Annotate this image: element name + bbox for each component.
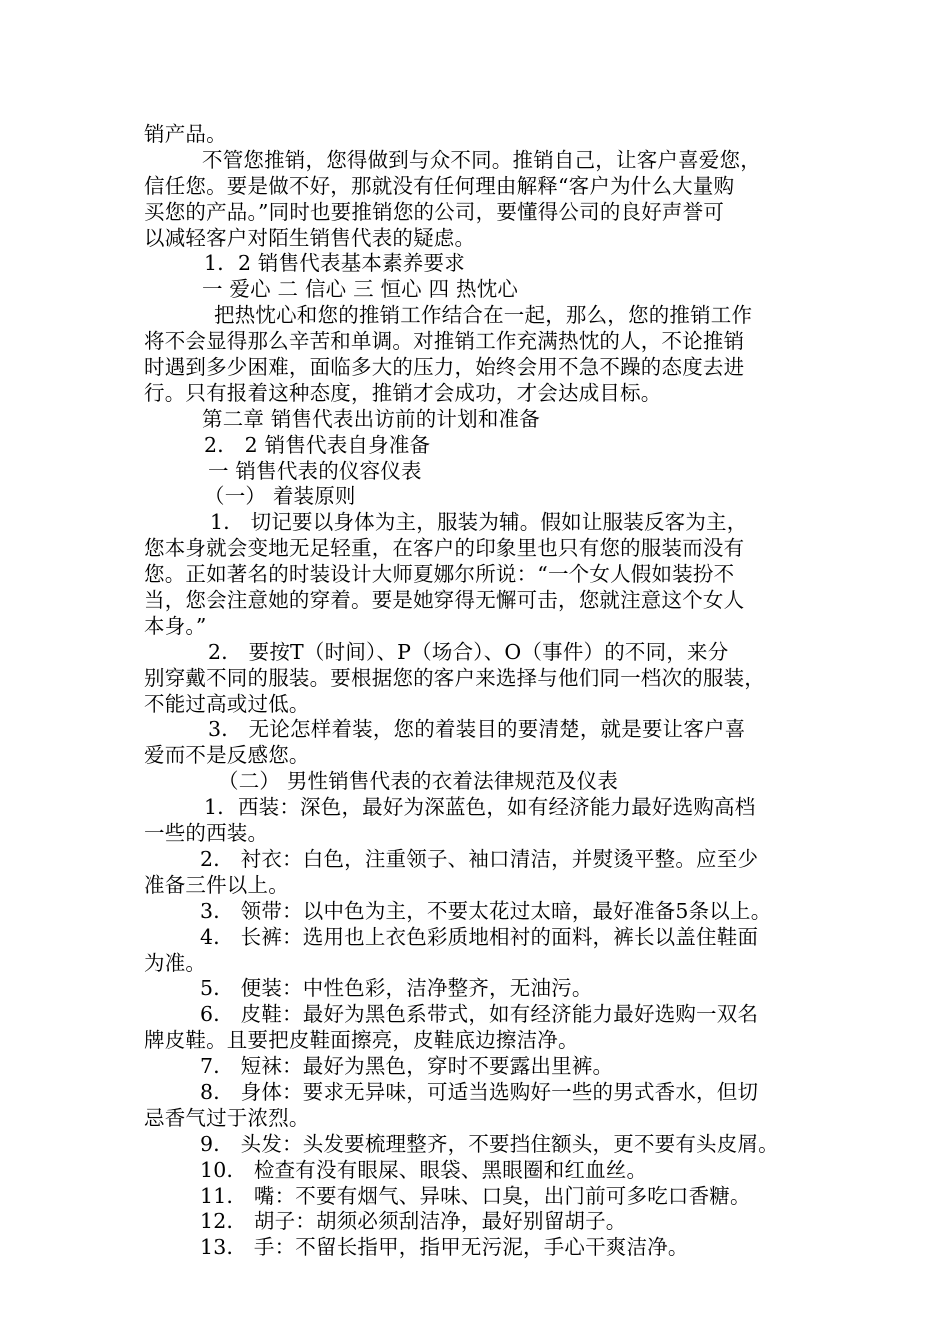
list-item: 1． 切记要以身体为主，服装为辅。假如让服装反客为主，	[210, 510, 748, 535]
text-line: 忌香气过于浓烈。	[144, 1105, 310, 1130]
text-line: 时遇到多少困难，面临多大的压力，始终会用不急不躁的态度去进	[144, 355, 745, 380]
list-item: 5． 便装：中性色彩，洁净整齐，无油污。	[200, 976, 593, 1001]
list-item: 13． 手：不留长指甲，指甲无污泥，手心干爽洁净。	[200, 1235, 689, 1260]
text-line: 信任您。要是做不好，那就没有任何理由解释“客户为什么大量购	[144, 173, 735, 198]
text-line: 本身。”	[144, 613, 207, 638]
list-item: 9． 头发：头发要梳理整齐，不要挡住额头，更不要有头皮屑。	[200, 1131, 779, 1156]
list-item: 12． 胡子：胡须必须刮洁净，最好别留胡子。	[200, 1209, 627, 1234]
text-line: 一些的西装。	[144, 821, 269, 846]
paragraph-start: 把热忱心和您的推销工作结合在一起，那么，您的推销工作	[214, 303, 753, 328]
text-line: 销产品。	[144, 122, 227, 146]
list-item: 8． 身体：要求无异味，可适当选购好一些的男式香水，但切	[200, 1079, 759, 1104]
section-heading: 一 销售代表的仪容仪表	[208, 458, 422, 483]
text-line: 为准。	[144, 950, 207, 975]
list-item: 7． 短袜：最好为黑色，穿时不要露出里裤。	[200, 1054, 614, 1079]
text-line: 牌皮鞋。且要把皮鞋面擦亮，皮鞋底边擦洁净。	[144, 1028, 579, 1053]
list-item: 3． 无论怎样着装，您的着装目的要清楚，就是要让客户喜	[208, 717, 746, 742]
text-line: 行。只有报着这种态度，推销才会成功，才会达成目标。	[144, 380, 662, 405]
text-line: 当，您会注意她的穿着。要是她穿得无懈可击，您就注意这个女人	[144, 588, 745, 613]
list-item: 11． 嘴：不要有烟气、异味、口臭，出门前可多吃口香糖。	[200, 1183, 751, 1208]
text-line: 您本身就会变地无足轻重，在客户的印象里也只有您的服装而没有	[144, 536, 745, 561]
chapter-heading: 第二章 销售代表出访前的计划和准备	[202, 406, 540, 431]
list-item: 2． 要按T（时间）、P（场合）、O（事件）的不同，来分	[208, 639, 729, 664]
section-heading: 2． 2 销售代表自身准备	[204, 432, 431, 457]
text-line: 买您的产品。”同时也要推销您的公司，要懂得公司的良好声誉可	[144, 199, 725, 224]
text-line: 将不会显得那么辛苦和单调。对推销工作充满热忱的人，不论推销	[144, 329, 745, 354]
list-item: 3． 领带：以中色为主，不要太花过太暗，最好准备5条以上。	[200, 898, 772, 923]
subsection-heading: （二） 男性销售代表的衣着法律规范及仪表	[218, 769, 619, 794]
text-line: 以减轻客户对陌生销售代表的疑虑。	[144, 225, 476, 250]
list-item: 10． 检查有没有眼屎、眼袋、黑眼圈和红血丝。	[200, 1157, 648, 1182]
list-item: 4． 长裤：选用也上衣色彩质地相衬的面料，裤长以盖住鞋面	[200, 924, 759, 949]
text-line: 准备三件以上。	[144, 872, 289, 897]
text-line: 别穿戴不同的服装。要根据您的客户来选择与他们同一档次的服装，	[144, 665, 765, 690]
list-item: 6． 皮鞋：最好为黑色系带式，如有经济能力最好选购一双名	[200, 1002, 759, 1027]
section-heading: 1．2 销售代表基本素养要求	[204, 251, 465, 276]
document-page	[144, 122, 812, 1261]
text-line: 不能过高或过低。	[144, 691, 310, 716]
list-item: 2． 衬衣：白色，注重领子、袖口清洁，并熨烫平整。应至少	[200, 846, 759, 871]
paragraph-start: 不管您推销，您得做到与众不同。推销自己，让客户喜爱您，	[202, 147, 761, 172]
subsection-heading: （一） 着装原则	[204, 484, 356, 509]
section-heading: 一 爱心 二 信心 三 恒心 四 热忱心	[202, 277, 519, 302]
text-line: 爱而不是反感您。	[144, 743, 310, 768]
text-line: 您。正如著名的时装设计大师夏娜尔所说：“一个女人假如装扮不	[144, 562, 735, 587]
list-item: 1．西装：深色，最好为深蓝色，如有经济能力最好选购高档	[204, 795, 756, 820]
